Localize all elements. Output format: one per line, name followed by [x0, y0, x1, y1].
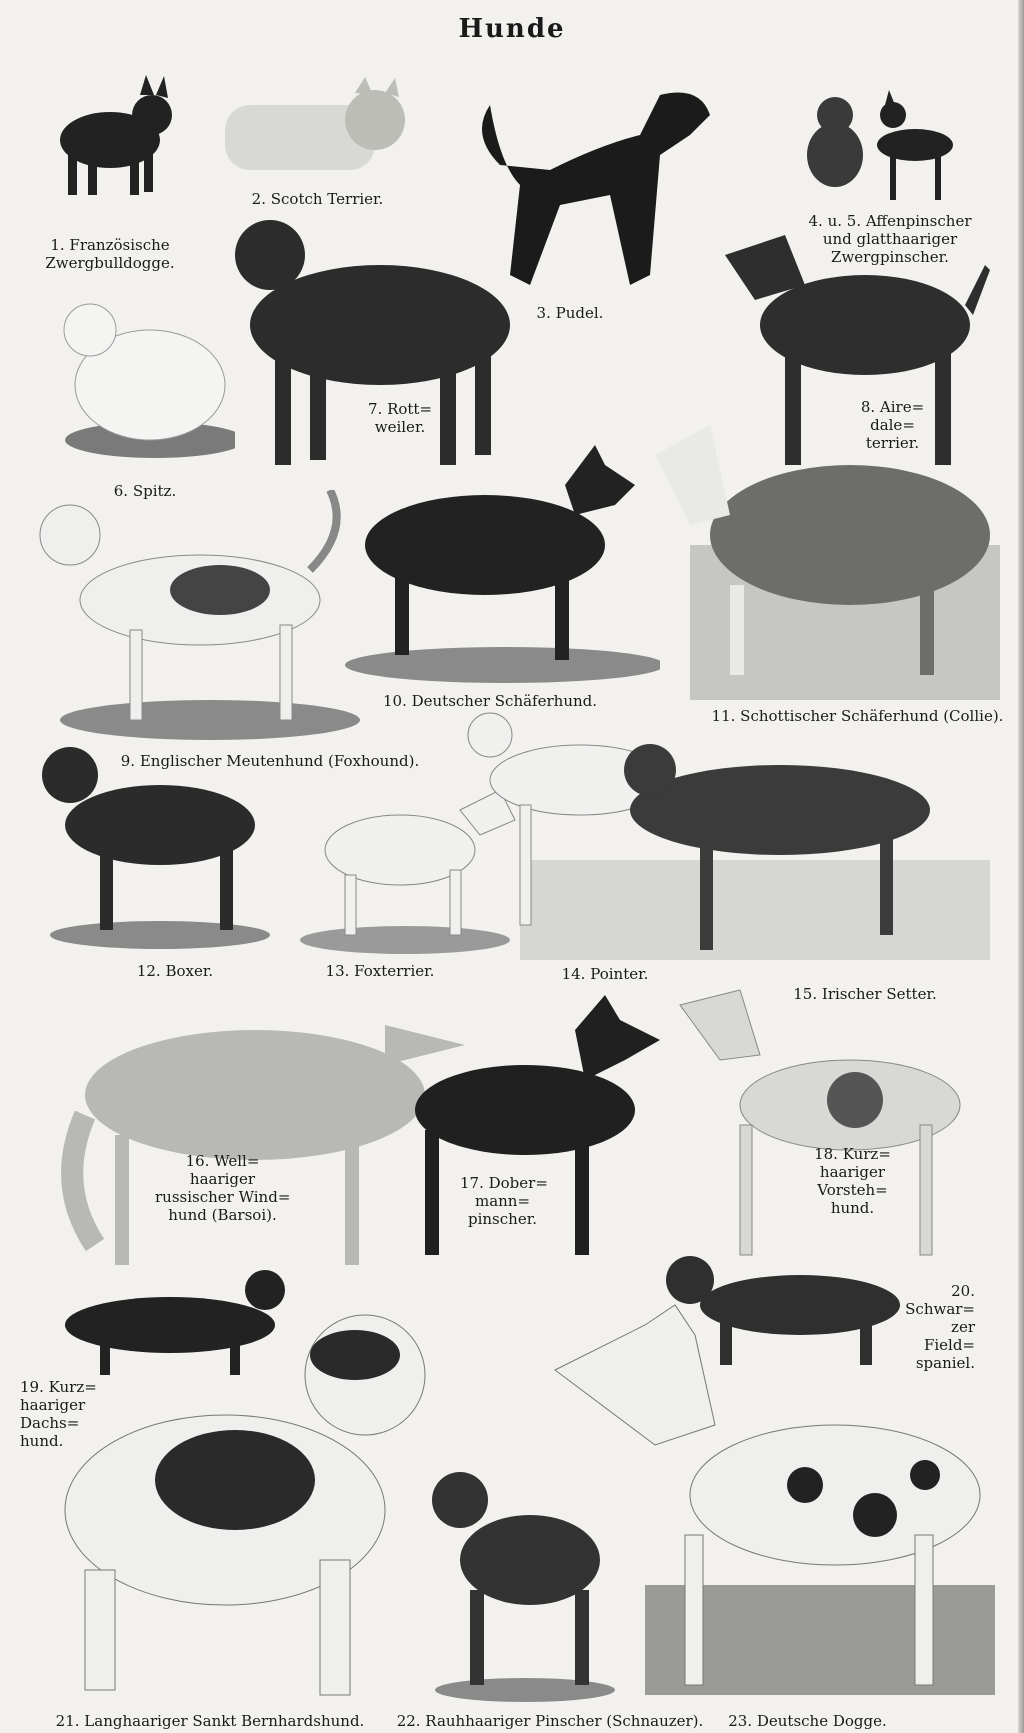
dog-illustration-st-bernard [55, 1310, 435, 1710]
caption-2: 2. Scotch Terrier. [251, 190, 384, 208]
caption-23: 23. Deutsche Dogge. [728, 1712, 887, 1730]
dog-illustration-scotch-terrier [215, 75, 415, 185]
dog-illustration-shorthaired-pointer [670, 985, 980, 1270]
dog-illustration-german-shepherd [335, 425, 660, 685]
caption-7: 7. Rott= weiler. [367, 400, 433, 436]
caption-12: 12. Boxer. [136, 962, 214, 980]
caption-15: 15. Irischer Setter. [793, 985, 937, 1003]
caption-11: 11. Schottischer Schäferhund (Collie). [711, 707, 1004, 725]
caption-16: 16. Well= haariger russischer Wind= hund (Barsoi). [155, 1152, 291, 1224]
plate-title: Hunde [458, 14, 566, 44]
caption-4-5: 4. u. 5. Affenpinscher und glatthaariger Zwergpinscher. [808, 212, 972, 266]
dog-illustration-boxer [30, 730, 280, 955]
caption-22: 22. Rauhhaariger Pinscher (Schnauzer). [396, 1712, 704, 1730]
dog-illustration-foxhound [30, 490, 365, 745]
dog-illustration-affenpinscher-zwergpinscher [795, 85, 975, 205]
caption-1: 1. Französische Zwergbulldogge. [45, 236, 175, 272]
dog-illustration-great-dane [545, 1275, 1000, 1700]
caption-13: 13. Foxterrier. [325, 962, 435, 980]
caption-3: 3. Pudel. [536, 304, 604, 322]
dog-illustration-collie [650, 405, 1005, 705]
caption-20: 20. Schwar= zer Field= spaniel. [905, 1282, 975, 1372]
caption-19: 19. Kurz= haariger Dachs= hund. [20, 1378, 97, 1450]
caption-10: 10. Deutscher Schäferhund. [382, 692, 598, 710]
page-binding-edge [1018, 0, 1024, 1733]
caption-9: 9. Englischer Meutenhund (Foxhound). [120, 752, 420, 770]
dog-illustration-pointer-irish-setter [450, 710, 995, 965]
dog-illustration-french-bulldog [40, 70, 180, 210]
caption-8: 8. Aire= dale= terrier. [860, 398, 925, 452]
caption-17: 17. Dober= mann= pinscher. [460, 1174, 548, 1228]
caption-21: 21. Langhaariger Sankt Bernhardshund. [55, 1712, 365, 1730]
dog-illustration-spitz [45, 290, 235, 465]
caption-6: 6. Spitz. [113, 482, 177, 500]
caption-14: 14. Pointer. [561, 965, 649, 983]
caption-18: 18. Kurz= haariger Vorsteh= hund. [814, 1145, 891, 1217]
